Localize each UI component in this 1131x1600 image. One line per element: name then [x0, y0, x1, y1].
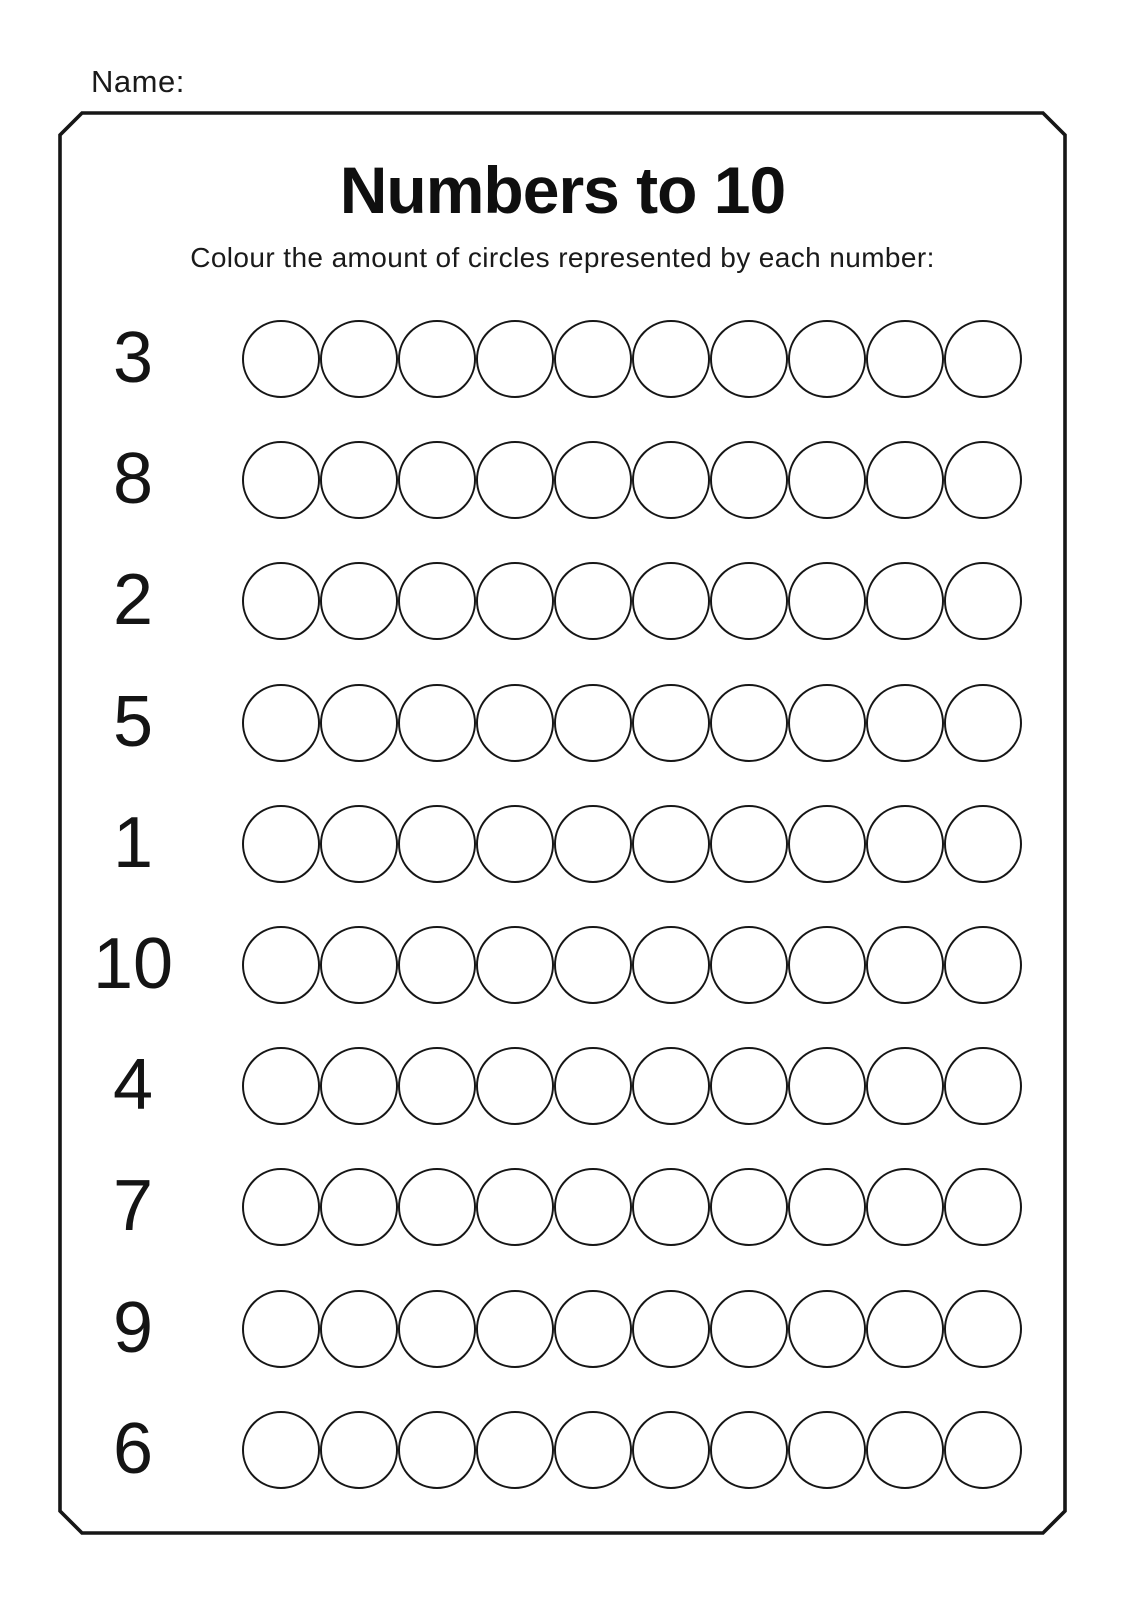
colorable-circle[interactable] [710, 320, 788, 398]
worksheet-row [0, 684, 1131, 762]
worksheet-title: Numbers to 10 [339, 153, 786, 227]
colorable-circle[interactable] [944, 441, 1022, 519]
colorable-circle[interactable] [710, 805, 788, 883]
colorable-circle[interactable] [554, 1168, 632, 1246]
colorable-circle[interactable] [242, 1411, 320, 1489]
colorable-circle[interactable] [320, 1411, 398, 1489]
circle-group [242, 684, 1022, 762]
colorable-circle[interactable] [710, 1411, 788, 1489]
colorable-circle[interactable] [554, 1290, 632, 1368]
colorable-circle[interactable] [476, 1290, 554, 1368]
colorable-circle[interactable] [554, 684, 632, 762]
colorable-circle[interactable] [242, 684, 320, 762]
row-number: 8 [112, 439, 154, 519]
colorable-circle[interactable] [398, 1290, 476, 1368]
circle-group [242, 320, 1022, 398]
colorable-circle[interactable] [866, 441, 944, 519]
colorable-circle[interactable] [710, 562, 788, 640]
worksheet-row [0, 1290, 1131, 1368]
colorable-circle[interactable] [632, 1290, 710, 1368]
colorable-circle[interactable] [554, 1047, 632, 1125]
colorable-circle[interactable] [554, 805, 632, 883]
colorable-circle[interactable] [242, 441, 320, 519]
circle-group [242, 1047, 1022, 1125]
colorable-circle[interactable] [320, 562, 398, 640]
colorable-circle[interactable] [866, 1290, 944, 1368]
colorable-circle[interactable] [320, 1047, 398, 1125]
colorable-circle[interactable] [866, 805, 944, 883]
name-label: Name: [91, 64, 185, 99]
row-number: 6 [112, 1409, 154, 1489]
colorable-circle[interactable] [632, 562, 710, 640]
colorable-circle[interactable] [320, 805, 398, 883]
colorable-circle[interactable] [320, 1290, 398, 1368]
colorable-circle[interactable] [788, 320, 866, 398]
colorable-circle[interactable] [320, 441, 398, 519]
circle-group [242, 562, 1022, 640]
row-number: 9 [112, 1288, 154, 1368]
colorable-circle[interactable] [398, 684, 476, 762]
circle-group [242, 1168, 1022, 1246]
colorable-circle[interactable] [398, 1047, 476, 1125]
colorable-circle[interactable] [554, 562, 632, 640]
colorable-circle[interactable] [866, 1047, 944, 1125]
circle-group [242, 1411, 1022, 1489]
colorable-circle[interactable] [788, 1411, 866, 1489]
colorable-circle[interactable] [476, 1047, 554, 1125]
colorable-circle[interactable] [320, 320, 398, 398]
worksheet-row [0, 320, 1131, 398]
colorable-circle[interactable] [866, 1168, 944, 1246]
colorable-circle[interactable] [944, 1047, 1022, 1125]
colorable-circle[interactable] [788, 562, 866, 640]
colorable-circle[interactable] [866, 320, 944, 398]
colorable-circle[interactable] [242, 1168, 320, 1246]
colorable-circle[interactable] [242, 805, 320, 883]
colorable-circle[interactable] [632, 1047, 710, 1125]
colorable-circle[interactable] [398, 1411, 476, 1489]
colorable-circle[interactable] [788, 1047, 866, 1125]
colorable-circle[interactable] [866, 1411, 944, 1489]
colorable-circle[interactable] [242, 1047, 320, 1125]
colorable-circle[interactable] [944, 805, 1022, 883]
colorable-circle[interactable] [944, 926, 1022, 1004]
colorable-circle[interactable] [554, 926, 632, 1004]
colorable-circle[interactable] [242, 320, 320, 398]
colorable-circle[interactable] [788, 441, 866, 519]
colorable-circle[interactable] [632, 1168, 710, 1246]
colorable-circle[interactable] [554, 1411, 632, 1489]
circle-group [242, 805, 1022, 883]
row-number: 10 [92, 924, 174, 1004]
colorable-circle[interactable] [476, 1168, 554, 1246]
colorable-circle[interactable] [476, 562, 554, 640]
row-number: 2 [112, 560, 154, 640]
colorable-circle[interactable] [554, 320, 632, 398]
colorable-circle[interactable] [632, 805, 710, 883]
colorable-circle[interactable] [788, 1168, 866, 1246]
colorable-circle[interactable] [710, 926, 788, 1004]
colorable-circle[interactable] [710, 441, 788, 519]
colorable-circle[interactable] [398, 926, 476, 1004]
circle-group [242, 441, 1022, 519]
colorable-circle[interactable] [944, 684, 1022, 762]
colorable-circle[interactable] [944, 1290, 1022, 1368]
row-number: 7 [112, 1166, 154, 1246]
colorable-circle[interactable] [242, 926, 320, 1004]
colorable-circle[interactable] [710, 1047, 788, 1125]
colorable-circle[interactable] [788, 684, 866, 762]
colorable-circle[interactable] [632, 1411, 710, 1489]
colorable-circle[interactable] [242, 1290, 320, 1368]
colorable-circle[interactable] [632, 926, 710, 1004]
colorable-circle[interactable] [944, 1168, 1022, 1246]
colorable-circle[interactable] [788, 805, 866, 883]
colorable-circle[interactable] [242, 562, 320, 640]
colorable-circle[interactable] [476, 441, 554, 519]
colorable-circle[interactable] [944, 1411, 1022, 1489]
colorable-circle[interactable] [476, 1411, 554, 1489]
worksheet-row [0, 926, 1131, 1004]
colorable-circle[interactable] [320, 1168, 398, 1246]
colorable-circle[interactable] [320, 684, 398, 762]
circle-group [242, 926, 1022, 1004]
colorable-circle[interactable] [476, 805, 554, 883]
colorable-circle[interactable] [710, 684, 788, 762]
worksheet-instruction: Colour the amount of circles represented by each number: [190, 242, 935, 273]
worksheet-row [0, 441, 1131, 519]
worksheet-row [0, 1411, 1131, 1489]
row-number: 4 [112, 1045, 154, 1125]
row-number: 1 [112, 803, 154, 883]
colorable-circle[interactable] [632, 320, 710, 398]
colorable-circle[interactable] [632, 441, 710, 519]
colorable-circle[interactable] [476, 320, 554, 398]
colorable-circle[interactable] [398, 562, 476, 640]
colorable-circle[interactable] [788, 1290, 866, 1368]
colorable-circle[interactable] [788, 926, 866, 1004]
worksheet-row [0, 1047, 1131, 1125]
colorable-circle[interactable] [398, 805, 476, 883]
colorable-circle[interactable] [944, 562, 1022, 640]
colorable-circle[interactable] [710, 1168, 788, 1246]
colorable-circle[interactable] [398, 441, 476, 519]
colorable-circle[interactable] [398, 320, 476, 398]
colorable-circle[interactable] [710, 1290, 788, 1368]
row-number: 3 [112, 318, 154, 398]
worksheet-row [0, 805, 1131, 883]
colorable-circle[interactable] [476, 926, 554, 1004]
worksheet-row [0, 562, 1131, 640]
row-number: 5 [112, 682, 154, 762]
colorable-circle[interactable] [944, 320, 1022, 398]
colorable-circle[interactable] [632, 684, 710, 762]
colorable-circle[interactable] [866, 562, 944, 640]
colorable-circle[interactable] [866, 684, 944, 762]
colorable-circle[interactable] [476, 684, 554, 762]
colorable-circle[interactable] [320, 926, 398, 1004]
colorable-circle[interactable] [554, 441, 632, 519]
colorable-circle[interactable] [866, 926, 944, 1004]
worksheet-row [0, 1168, 1131, 1246]
circle-group [242, 1290, 1022, 1368]
colorable-circle[interactable] [398, 1168, 476, 1246]
